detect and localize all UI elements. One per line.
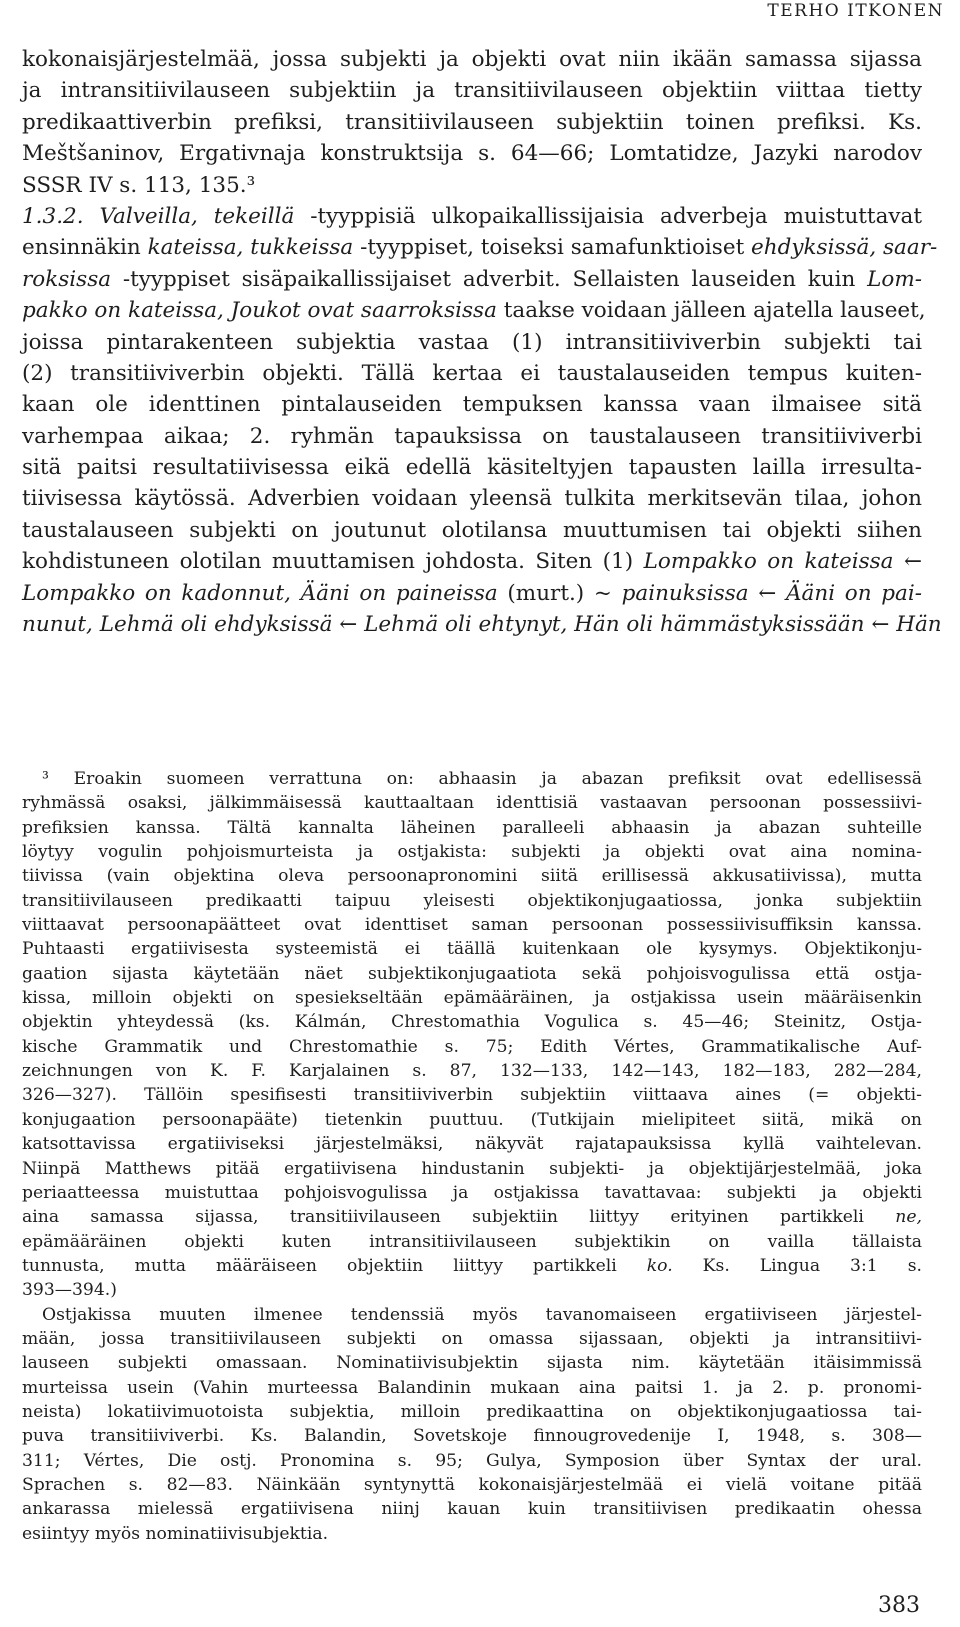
text-run: sitä paitsi resultatiivisessa eikä edellä käsiteltyjen tapausten lailla irresulta-	[22, 455, 922, 481]
footnote-line	[22, 1010, 922, 1034]
footnote-line	[22, 913, 922, 937]
footnote-line	[22, 1181, 922, 1205]
text-run: 393—394.)	[22, 1280, 117, 1301]
text-run: Ääni on pai-	[786, 580, 923, 606]
text-run: konjugaation persoonapääte) tietenkin puuttuu. (Tutkijain mielipiteet siitä, mikä on	[22, 1109, 922, 1130]
text-run: Lompakko on kateissa	[643, 549, 894, 575]
text-run: ³ Eroakin suomeen verrattuna on: abhaasin ja abazan prefiksit ovat edellisessä	[42, 769, 922, 789]
main-text	[22, 44, 942, 640]
text-run: zeichnungen von K. F. Karjalainen s. 87, 132—133, 142—143, 182—183, 282—284,	[22, 1061, 922, 1082]
text-run: varhempaa aikaa; 2. ryhmän tapauksissa on taustalauseen transitiiviverbi	[22, 423, 922, 449]
footnote	[22, 767, 922, 1546]
text-run: Sprachen s. 82—83. Näinkään syntynyttä kokonaisjärjestelmää ei vielä voitane pitää	[22, 1474, 922, 1495]
body-line	[22, 232, 938, 263]
footnote-line	[22, 1424, 922, 1448]
body-line	[22, 609, 942, 640]
body-line	[22, 264, 922, 295]
footnote-line	[22, 767, 922, 791]
text-run: puva transitiiviverbi. Ks. Balandin, Sovetskoje finnougrovedenije I, 1948, s. 308—	[22, 1426, 922, 1447]
text-run: joissa pintarakenteen subjektia vastaa (1) intransitiiviverbin subjekti tai	[22, 329, 922, 355]
body-line	[22, 389, 922, 420]
text-run: viittaavat persoonapäätteet ovat identtiset saman persoonan possessiivisuffiksin kanssa.	[22, 915, 922, 936]
footnote-line	[22, 1108, 922, 1132]
footnote-line	[22, 816, 922, 840]
text-run: -tyyppiset sisäpaikallissijaiset adverbit. Sellaisten lauseiden kuin	[111, 266, 868, 292]
footnote-line	[22, 1083, 922, 1107]
text-run: murteissa usein (Vahin murteessa Balandinin mukaan aina paitsi 1. ja 2. p. pronomi-	[22, 1377, 922, 1398]
footnote-line	[22, 1230, 922, 1254]
text-run: esiintyy myös nominatiivisubjektia.	[22, 1523, 329, 1544]
footnote-line	[22, 1400, 922, 1424]
text-run: painuksissa	[621, 580, 749, 606]
footnote-line	[22, 937, 922, 961]
text-run: kische Grammatik und Chrestomathie s. 75; Edith Vértes, Grammatikalische Auf-	[22, 1036, 922, 1057]
text-run: ankarassa mielessä ergatiivisena niinj kauan kuin transitiivisen predikaatin ohessa	[22, 1499, 922, 1520]
text-run: Ks. Lingua 3:1 s.	[672, 1255, 922, 1276]
text-run: ←	[748, 580, 787, 606]
body-line	[22, 201, 922, 232]
text-run: ne,	[895, 1207, 922, 1228]
text-run: -tyyppiset, toiseksi samafunktioiset	[353, 235, 752, 261]
running-head: TERHO ITKONEN	[767, 1, 944, 21]
body-line	[22, 515, 922, 546]
text-run: objektin yhteydessä (ks. Kálmán, Chrestomathia Vogulica s. 45—46; Steinitz, Ostja-	[22, 1012, 922, 1033]
footnote-line	[22, 962, 922, 986]
body-line	[22, 327, 922, 358]
text-run: roksissa	[22, 266, 112, 292]
text-run: prefiksien kanssa. Tältä kannalta läheinen paralleeli abhaasin ja abazan suhteille	[22, 817, 922, 838]
footnote-line	[22, 1059, 922, 1083]
text-run: Lom-	[867, 266, 922, 292]
text-run: kokonaisjärjestelmää, jossa subjekti ja objekti ovat niin ikään samassa sijassa	[22, 47, 922, 72]
body-line	[22, 170, 922, 201]
footnote-line	[22, 1205, 922, 1229]
text-run: kissa, milloin objekti on spesiekseltään epämääräinen, ja ostjakissa usein määräisenkin	[22, 988, 922, 1009]
text-run: -tyyppisiä ulkopaikallissijaisia adverbeja muistuttavat	[294, 203, 922, 229]
text-run: kohdistuneen olotilan muuttamisen johdosta. Siten (1)	[22, 549, 644, 575]
footnote-line	[22, 1497, 922, 1521]
text-run: Hän	[896, 612, 942, 638]
body-line	[22, 578, 922, 609]
text-run: mään, jossa transitiivilauseen subjekti on omassa sijassaan, objekti ja intransitiivi-	[22, 1328, 922, 1349]
footnote-line	[22, 1473, 922, 1497]
text-run: ryhmässä osaksi, jälkimmäisessä kauttaaltaan identtisiä vastaavan persoonan possessiivi-	[22, 793, 922, 814]
body-line	[22, 44, 922, 75]
text-run: ko.	[646, 1255, 673, 1276]
footnote-line	[22, 1522, 922, 1546]
text-run: ←	[893, 549, 922, 575]
body-line	[22, 421, 922, 452]
footnote-line	[22, 1254, 922, 1278]
text-run: Ostjakissa muuten ilmenee tendenssiä myös tavanomaiseen ergatiiviseen järjestel-	[42, 1304, 922, 1325]
footnote-line	[22, 1376, 922, 1400]
body-line	[22, 358, 922, 389]
text-run: SSSR IV s. 113, 135.³	[22, 172, 256, 198]
footnote-line	[22, 889, 922, 913]
page-number: 383	[878, 1593, 920, 1618]
text-run: löytyy vogulin pohjoismurteista ja ostjakista: subjekti ja objekti ovat aina nomina-	[22, 842, 922, 863]
text-run: predikaattiverbin prefiksi, transitiivilauseen subjektiin toinen prefiksi. Ks.	[22, 109, 922, 135]
text-run: taakse voidaan jälleen ajatella lauseet,	[496, 298, 926, 324]
footnote-line	[22, 791, 922, 815]
body-line	[22, 107, 922, 138]
text-run: periaatteessa muistuttaa pohjoisvogulissa ja ostjakissa tavattavaa: subjekti ja objekti	[22, 1182, 922, 1203]
text-run: ←	[332, 612, 365, 638]
footnote-line	[22, 1351, 922, 1375]
footnote-line	[22, 986, 922, 1010]
text-run: kaan ole identtinen pintalauseiden tempuksen kanssa vaan ilmaisee sitä	[22, 392, 922, 418]
footnote-line	[22, 1449, 922, 1473]
text-run: Lompakko on kadonnut, Ääni on paineissa	[22, 580, 498, 606]
text-run: (murt.) ~	[497, 580, 622, 606]
body-line	[22, 483, 922, 514]
footnote-line	[22, 1303, 922, 1327]
footnote-line	[22, 840, 922, 864]
text-run: 311; Vértes, Die ostj. Pronomina s. 95; Gulya, Symposion über Syntax der ural.	[22, 1450, 922, 1471]
text-run: neista) lokatiivimuotoista subjektia, milloin predikaattina on objektikonjugaatiossa tai-	[22, 1401, 922, 1422]
text-run: kateissa, tukkeissa	[147, 235, 354, 261]
text-run: tiivissa (vain objektina oleva persoonapronomini siitä erillisessä akkusatiivissa), mutta	[22, 866, 922, 887]
text-run: ehdyksissä, saar-	[751, 235, 938, 261]
text-run: Lehmä oli ehtynyt, Hän oli hämmästyksissään	[364, 612, 865, 638]
body-line	[22, 295, 926, 326]
text-run: epämääräinen objekti kuten intransitiivilauseen subjektikin on vailla tällaista	[22, 1231, 922, 1252]
text-run: ←	[864, 612, 897, 638]
footnote-line	[22, 1327, 922, 1351]
text-run: gaation sijasta käytetään näet subjektikonjugaatiota sekä pohjoisvogulissa että ostja-	[22, 963, 922, 984]
text-run: aina samassa sijassa, transitiivilauseen subjektiin liittyy erityinen partikkeli	[22, 1207, 896, 1228]
text-run: ensinnäkin	[22, 235, 148, 261]
text-run: 1.3.2. Valveilla, tekeillä	[22, 203, 295, 229]
body-line	[22, 452, 922, 483]
text-run: 326—327). Tällöin spesifisesti transitiiviverbin subjektiin viittaava aines (= objekti-	[22, 1085, 922, 1106]
footnote-line	[22, 1035, 922, 1059]
body-line	[22, 75, 922, 106]
text-run: tiivisessa käytössä. Adverbien voidaan yleensä tulkita merkitsevän tilaa, johon	[22, 486, 922, 512]
footnote-line	[22, 1157, 922, 1181]
body-line	[22, 138, 922, 169]
text-run: katsottavissa ergatiiviseksi järjestelmäksi, näkyvät rajatapauksissa kyllä vaihtelevan.	[22, 1134, 922, 1155]
footnote-line	[22, 1278, 922, 1302]
text-run: Puhtaasti ergatiivisesta systeemistä ei täällä kuitenkaan ole kysymys. Objektikonju-	[22, 939, 922, 960]
footnote-line	[22, 1132, 922, 1156]
body-line	[22, 546, 922, 577]
text-run: transitiivilauseen predikaatti taipuu yleisesti objektikonjugaatiossa, jonka subjektiin	[22, 890, 922, 911]
text-run: taustalauseen subjekti on joutunut olotilansa muuttumisen tai objekti siihen	[22, 517, 922, 543]
text-run: (2) transitiiviverbin objekti. Tällä kertaa ei taustalauseiden tempus kuiten-	[22, 360, 922, 386]
text-run: nunut, Lehmä oli ehdyksissä	[22, 612, 333, 638]
footnote-line	[22, 864, 922, 888]
text-run: lauseen subjekti omassaan. Nominatiivisubjektin sijasta nim. käytetään itäisimmissä	[22, 1353, 922, 1374]
text-run: ja intransitiivilauseen subjektiin ja transitiivilauseen objektiin viittaa tietty	[22, 78, 922, 104]
text-run: pakko on kateissa, Joukot ovat saarroksissa	[22, 298, 497, 324]
text-run: Meštšaninov, Ergativnaja konstruktsija s. 64—66; Lomtatidze, Jazyki narodov	[22, 141, 922, 167]
text-run: Niinpä Matthews pitää ergatiivisena hindustanin subjekti- ja objektijärjestelmää, joka	[22, 1158, 922, 1179]
text-run: tunnusta, mutta määräiseen objektiin liittyy partikkeli	[22, 1255, 647, 1276]
